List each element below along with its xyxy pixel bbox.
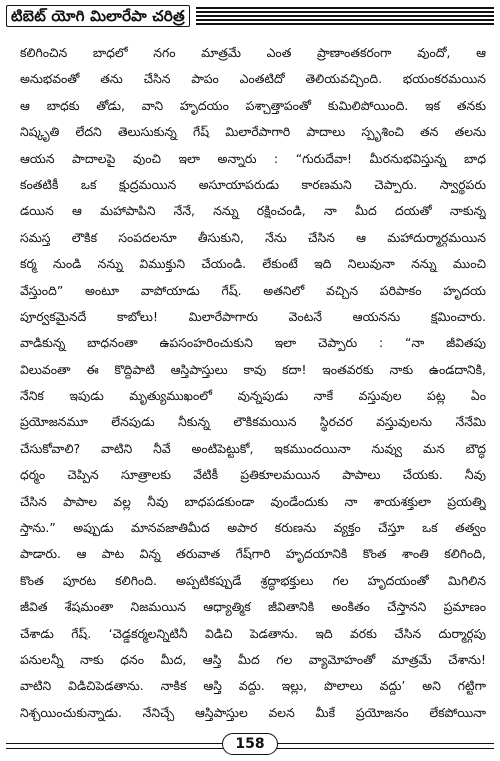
page-number: 158 — [222, 733, 277, 755]
text-line: వేస్తుంది” అంటూ వాపోయాడు గేష్. అతనిలో వచ్చిన పరిపాకం హృదయ — [20, 282, 486, 298]
page-body — [20, 40, 486, 726]
text-line: నిశ్చయించుకున్నాడు. నేనిచ్చే ఆస్తిపాస్తుల వలన మీకే ప్రయోజనం లేకపోయినా — [20, 704, 486, 720]
header-rule-lines — [196, 7, 494, 25]
text-line: కర్మ నుండి నన్ను విముక్తుని చేయండి. లేకుంటే ఇది నిలువునా నన్ను ముంచి — [20, 256, 486, 272]
text-line: ధర్మం చెప్పిన సూత్రాలకు వేటికీ ప్రతికూలమయిన పాపాలు చేయకు. నీవు — [20, 467, 486, 483]
text-line: నిష్కృతి లేదని తెలుసుకున్న గేష్ మిలారేపాగారి పాదాలు స్పృశించి తన తలను — [20, 124, 486, 140]
text-line: పూర్వకమైనదే కాబోలు! మిలారేపాగారు వెంటనే ఆయనను క్షమించారు. — [20, 308, 486, 324]
text-line: అనుభవంతో తను చేసిన పాపం ఎంతటిదో తెలియవచ్చింది. భయంకరమయిన — [20, 71, 486, 87]
text-line: వాడికున్న బాధనంతా ఉపసంహరించుకుని ఇలా చెప్పారు : “నా జీవితపు — [20, 335, 486, 351]
text-line: చేసిన పాపాల వల్ల నీవు బాధపడకుండా వుండేందుకు నా శాయశక్తులా ప్రయత్ని — [20, 493, 486, 509]
text-line: సమస్త లౌకిక సంపదలనూ తీసుకుని, నేను చేసిన ఆ మహాదుర్మార్గమయిన — [20, 229, 486, 245]
text-line: కంతటికీ ఒక క్షుద్రమయిన అసూయాపరుడు కారణమని చెప్పారు. స్వార్థపరు — [20, 176, 486, 192]
book-title: టిబెట్ యోగి మిలారేపా చరిత్ర — [6, 5, 190, 27]
text-line: చేశాడు గేష్. ‘చెడ్డకర్మలన్నిటినీ విడిచి పెడతాను. ఇది వరకు చేసిన దుర్మార్గపు — [20, 625, 486, 641]
text-line: డయిన ఆ మహాపాపిని నేనే, నన్ను రక్షించండి, నా మీద దయతో నాకున్న — [20, 203, 486, 219]
page-footer — [0, 730, 500, 758]
text-line: పాడారు. ఆ పాట విన్న తరువాత గేష్‌గారి హృదయానికి కొంత శాంతి కలిగింది, — [20, 546, 486, 562]
text-line: స్తాను.” అప్పుడు మానవజాతిమీద అపార కరుణను వ్యక్తం చేస్తూ ఒక తత్వం — [20, 520, 486, 536]
text-line: చేసుకోవాలి? వాటిని నీవే అంటిపెట్టుకో, ఇకముందయినా నువ్వు మన బౌద్ధ — [20, 440, 486, 456]
text-line: విలువంతా ఈ కొద్దిపాటి ఆస్తిపాస్తులు కావు కదా! ఇంతవరకు నాకు ఉండదానికి, — [20, 361, 486, 377]
text-line: నేనిక ఇపుడు మృత్యుముఖంలో వున్నపుడు నాకే వస్తువుల పట్ల ఏం — [20, 388, 486, 404]
text-line: వాటిని విడిచిపెడతాను. నాకిక ఆస్తి వద్దు. ఇల్లు, పొలాలు వద్దు’ అని గట్టిగా — [20, 678, 486, 694]
text-line: ఆయన పాదాలపై వుంచి ఇలా అన్నారు : “గురుదేవా! మీరనుభవిస్తున్న బాధ — [20, 150, 486, 166]
running-header — [6, 4, 494, 28]
text-line: ఆ బాధకు తోడు, వాని హృదయం పశ్చాత్తాపంతో కుమిలిపోయింది. ఇక తనకు — [20, 97, 486, 113]
text-line: కలిగించిన బాధలో నగం మాత్రమే ఎంత ప్రాణాంతకరంగా వుందో, ఆ — [20, 45, 486, 60]
text-line: కొంత పూరట కలిగింది. అప్పటికప్పుడే శ్రద్ధాభక్తులు గల హృదయంతో మిగిలిన — [20, 572, 486, 588]
text-line: జీవిత శేషమంతా నిజమయిన ఆధ్యాత్మిక జీవితానికి అంకితం చేస్తానని ప్రమాణం — [20, 599, 486, 615]
text-line: ప్రయోజనమూ లేనపుడు నీకున్న లౌకికమయిన స్థిరచర వస్తువులను నేనేమి — [20, 414, 486, 430]
text-line: పనులన్నీ నాకు ధనం మీద, ఆస్తి మీద గల వ్యామోహంతో మాత్రమే చేశాను! — [20, 651, 486, 667]
